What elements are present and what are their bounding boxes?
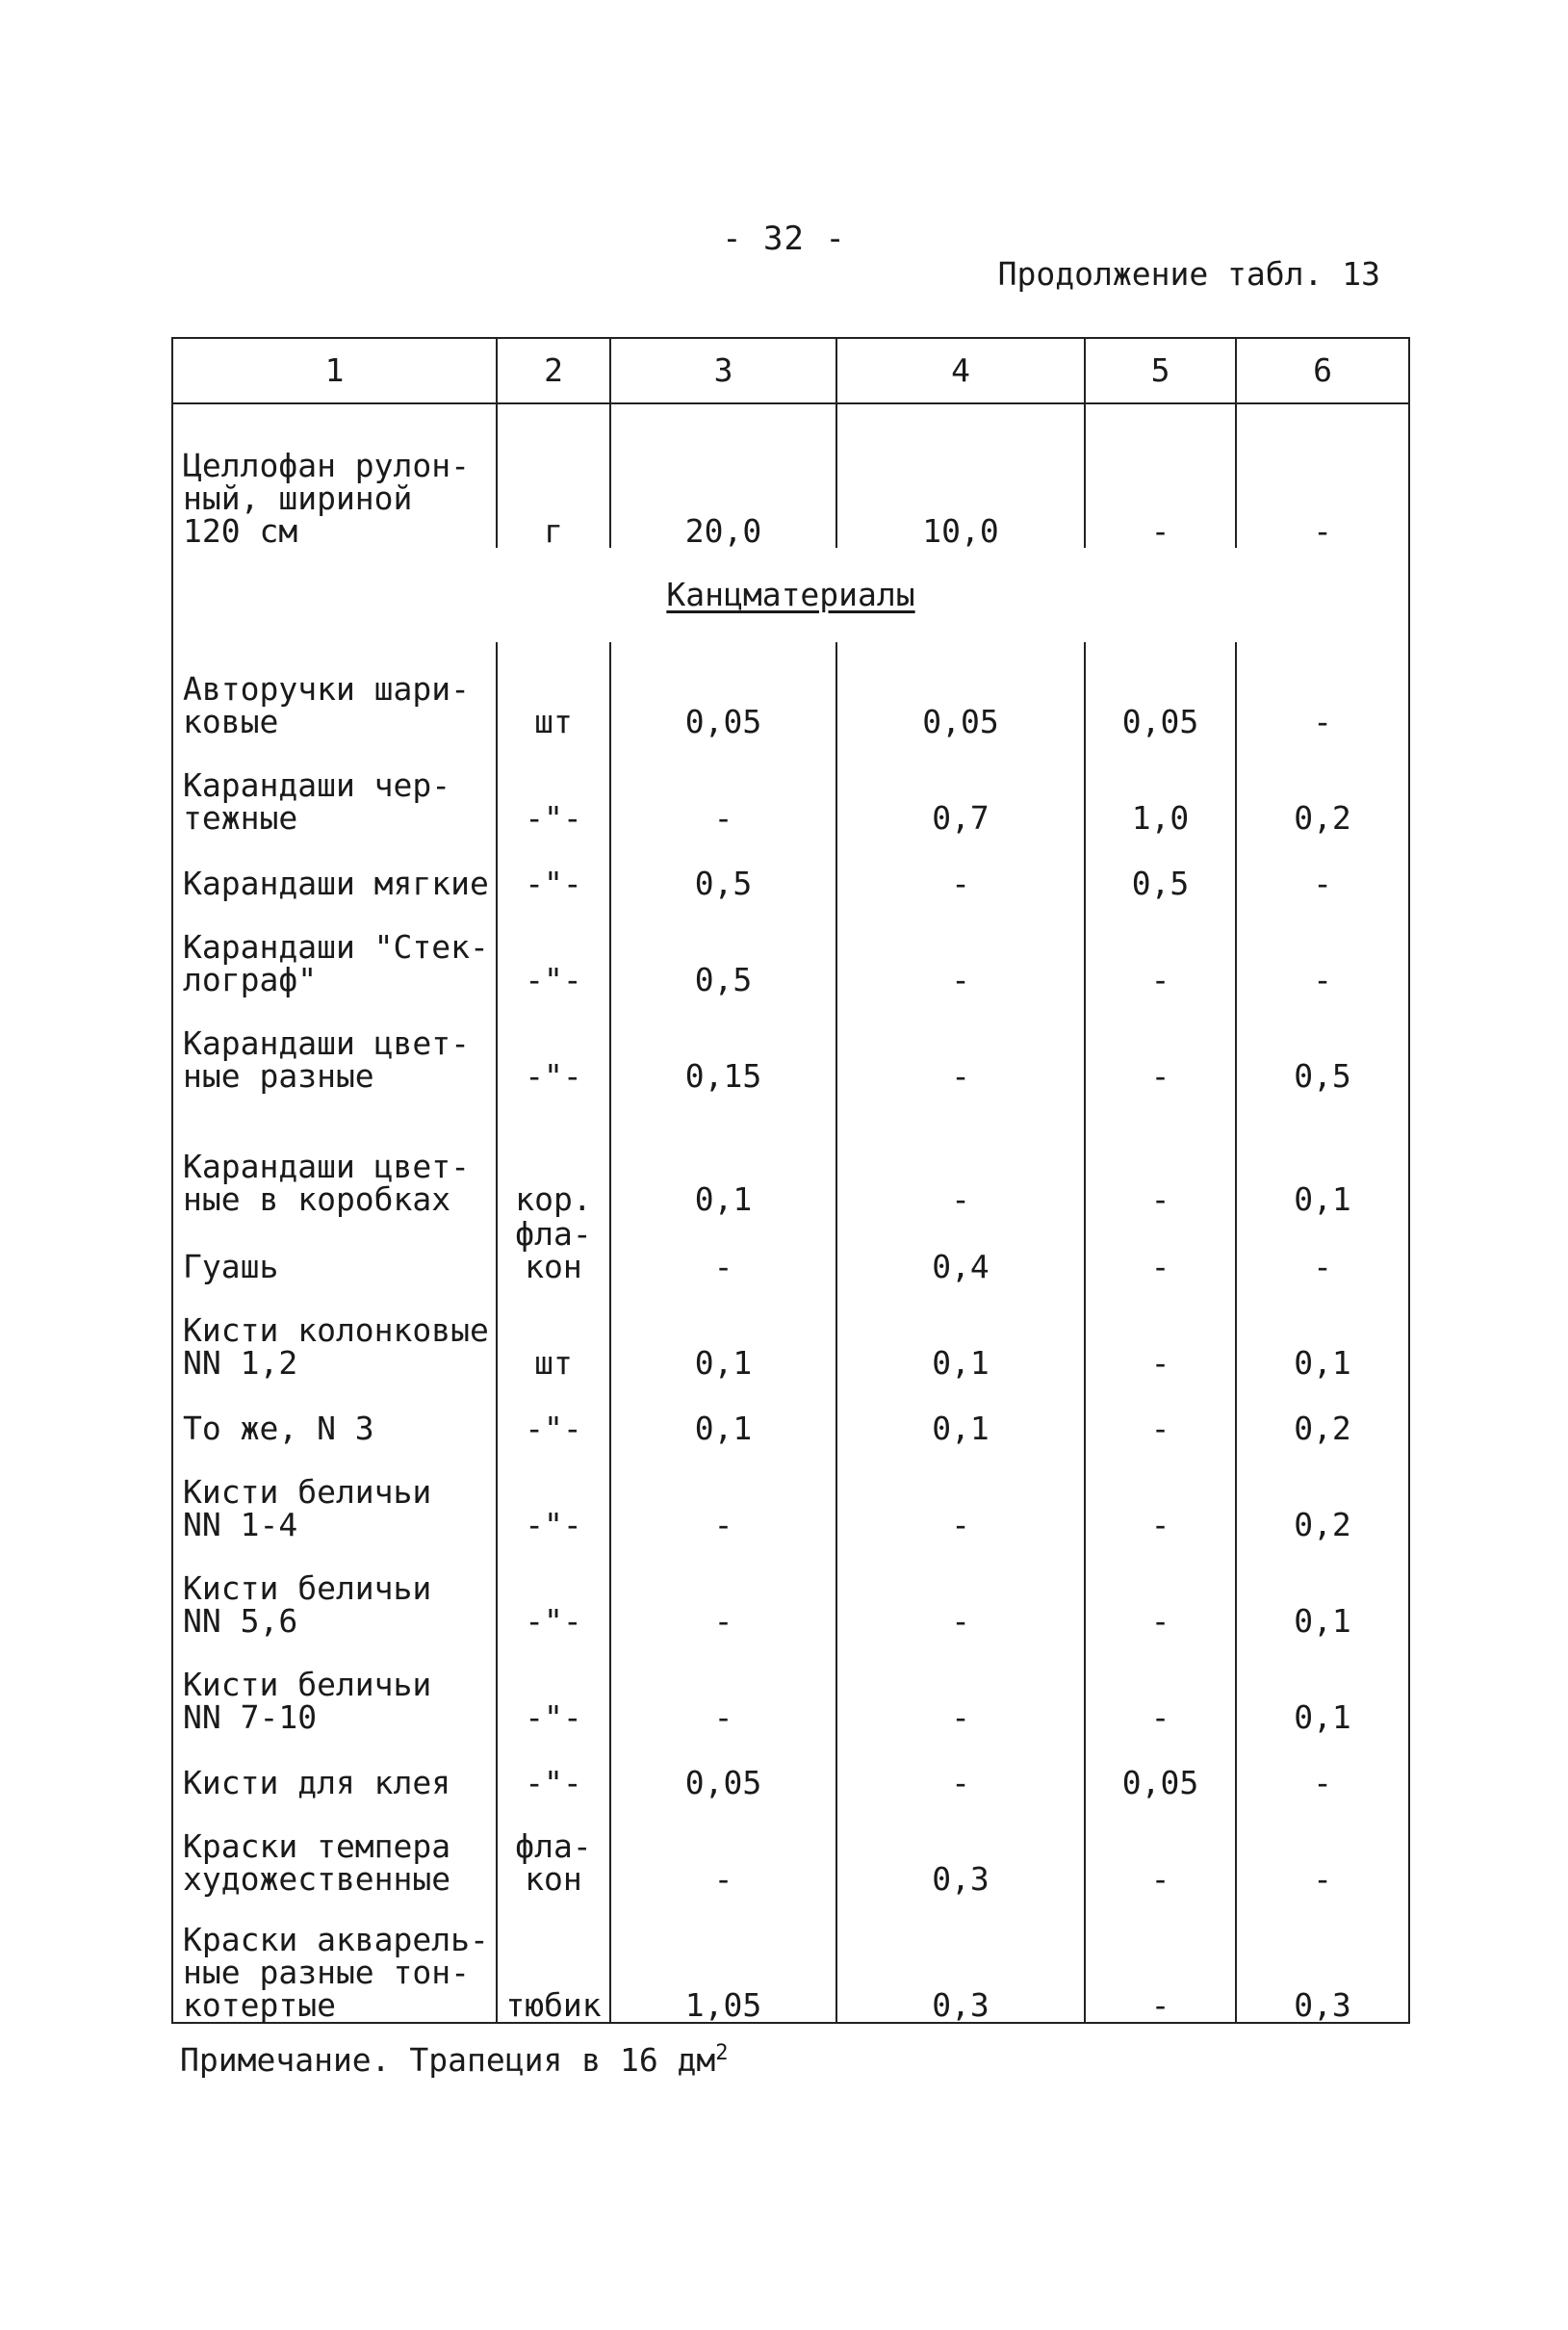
value-col6-cell: - [1236, 835, 1409, 900]
table-row [172, 1380, 1409, 1445]
note-superscript: 2 [715, 2041, 729, 2065]
value-col5-cell: - [1085, 1638, 1236, 1734]
value-col6-cell: 0,2 [1236, 1445, 1409, 1541]
value-col3-cell: - [610, 1799, 836, 1896]
value-col4-cell: - [836, 900, 1085, 997]
column-header: 1 [172, 338, 497, 403]
unit-cell: г [497, 403, 610, 548]
table-row [172, 997, 1409, 1093]
section-row [172, 548, 1409, 642]
table-row [172, 1445, 1409, 1541]
value-col4-cell: 0,1 [836, 1283, 1085, 1380]
value-col6-cell: 0,2 [1236, 1380, 1409, 1445]
value-col6-cell: 0,5 [1236, 997, 1409, 1093]
value-col5-cell: 1,0 [1085, 738, 1236, 835]
unit-cell: -"- [497, 1445, 610, 1541]
value-col6-cell: - [1236, 642, 1409, 738]
value-col5-cell: - [1085, 403, 1236, 548]
value-col3-cell: 0,1 [610, 1380, 836, 1445]
value-col4-cell: 10,0 [836, 403, 1085, 548]
table-row [172, 738, 1409, 835]
item-name-cell: Кисти колонковые NN 1,2 [172, 1283, 497, 1380]
value-col4-cell: 0,3 [836, 1799, 1085, 1896]
value-col5-cell: - [1085, 1896, 1236, 2023]
table-row [172, 1896, 1409, 2023]
item-name-cell: То же, N 3 [172, 1380, 497, 1445]
value-col5-cell: 0,05 [1085, 642, 1236, 738]
value-col6-cell: - [1236, 1734, 1409, 1799]
value-col4-cell: 0,05 [836, 642, 1085, 738]
value-col3-cell: - [610, 1216, 836, 1283]
unit-cell: фла- кон [497, 1216, 610, 1283]
value-col6-cell: 0,2 [1236, 738, 1409, 835]
value-col6-cell: 0,1 [1236, 1283, 1409, 1380]
page-number: - 32 - [722, 220, 846, 258]
value-col6-cell: - [1236, 1216, 1409, 1283]
header-row [172, 338, 1409, 403]
table-row [172, 1283, 1409, 1380]
value-col6-cell: 0,3 [1236, 1896, 1409, 2023]
value-col3-cell: 0,1 [610, 1283, 836, 1380]
table-row [172, 1638, 1409, 1734]
section-header [172, 548, 1409, 642]
unit-cell: -"- [497, 835, 610, 900]
unit-cell: шт [497, 1283, 610, 1380]
value-col6-cell: 0,1 [1236, 1638, 1409, 1734]
table-row [172, 403, 1409, 548]
section-cell [172, 548, 1409, 642]
item-name-cell: Целлофан рулон- ный, шириной 120 см [172, 403, 497, 548]
value-col6-cell: 0,1 [1236, 1093, 1409, 1216]
unit-cell: -"- [497, 738, 610, 835]
value-col6-cell: - [1236, 900, 1409, 997]
section-title: Канцматериалы [666, 576, 915, 613]
unit-cell: -"- [497, 997, 610, 1093]
value-col5-cell: - [1085, 1380, 1236, 1445]
value-col4-cell: - [836, 997, 1085, 1093]
value-col5-cell: - [1085, 900, 1236, 997]
table-row [172, 1093, 1409, 1216]
value-col5-cell: - [1085, 997, 1236, 1093]
item-name-cell: Авторучки шари- ковые [172, 642, 497, 738]
value-col3-cell: - [610, 738, 836, 835]
column-header: 2 [497, 338, 610, 403]
value-col3-cell: - [610, 1541, 836, 1638]
unit-cell: -"- [497, 1380, 610, 1445]
note [180, 2041, 729, 2079]
column-header: 3 [610, 338, 836, 403]
value-col5-cell: - [1085, 1093, 1236, 1216]
value-col5-cell: 0,05 [1085, 1734, 1236, 1799]
materials-table [171, 337, 1410, 2024]
value-col5-cell: - [1085, 1216, 1236, 1283]
item-name-cell: Кисти беличьи NN 1-4 [172, 1445, 497, 1541]
value-col5-cell: - [1085, 1283, 1236, 1380]
value-col5-cell: - [1085, 1541, 1236, 1638]
value-col4-cell: 0,7 [836, 738, 1085, 835]
unit-cell: тюбик [497, 1896, 610, 2023]
item-name-cell: Карандаши цвет- ные разные [172, 997, 497, 1093]
value-col5-cell: - [1085, 1799, 1236, 1896]
item-name-cell: Кисти для клея [172, 1734, 497, 1799]
value-col4-cell: - [836, 1734, 1085, 1799]
value-col4-cell: 0,1 [836, 1380, 1085, 1445]
value-col3-cell: 1,05 [610, 1896, 836, 2023]
value-col4-cell: 0,3 [836, 1896, 1085, 2023]
table-row [172, 1799, 1409, 1896]
unit-cell: кор. [497, 1093, 610, 1216]
value-col4-cell: - [836, 1445, 1085, 1541]
value-col3-cell: 0,5 [610, 835, 836, 900]
value-col4-cell: - [836, 835, 1085, 900]
column-header: 6 [1236, 338, 1409, 403]
value-col3-cell: 0,15 [610, 997, 836, 1093]
item-name-cell: Кисти беличьи NN 7-10 [172, 1638, 497, 1734]
table-continuation-label: Продолжение табл. 13 [997, 255, 1380, 293]
table-row [172, 642, 1409, 738]
item-name-cell: Карандаши чер- тежные [172, 738, 497, 835]
table-row [172, 835, 1409, 900]
value-col6-cell: - [1236, 1799, 1409, 1896]
item-name-cell: Гуашь [172, 1216, 497, 1283]
item-name-cell: Краски акварель- ные разные тон- котертые [172, 1896, 497, 2023]
value-col4-cell: - [836, 1638, 1085, 1734]
value-col6-cell: - [1236, 403, 1409, 548]
item-name-cell: Кисти беличьи NN 5,6 [172, 1541, 497, 1638]
value-col3-cell: 0,5 [610, 900, 836, 997]
table-body-main [172, 642, 1409, 2023]
value-col4-cell: - [836, 1093, 1085, 1216]
value-col3-cell: 0,05 [610, 642, 836, 738]
value-col5-cell: - [1085, 1445, 1236, 1541]
unit-cell: -"- [497, 1541, 610, 1638]
value-col3-cell: 20,0 [610, 403, 836, 548]
table-row [172, 1216, 1409, 1283]
unit-cell: -"- [497, 900, 610, 997]
value-col5-cell: 0,5 [1085, 835, 1236, 900]
unit-cell: -"- [497, 1638, 610, 1734]
table-body-first [172, 403, 1409, 548]
value-col3-cell: 0,1 [610, 1093, 836, 1216]
note-text: Примечание. Трапеция в 16 дм [180, 2041, 716, 2079]
item-name-cell: Карандаши мягкие [172, 835, 497, 900]
value-col3-cell: 0,05 [610, 1734, 836, 1799]
value-col6-cell: 0,1 [1236, 1541, 1409, 1638]
item-name-cell: Карандаши "Стек- лограф" [172, 900, 497, 997]
value-col3-cell: - [610, 1445, 836, 1541]
item-name-cell: Краски темпера художественные [172, 1799, 497, 1896]
unit-cell: -"- [497, 1734, 610, 1799]
unit-cell: шт [497, 642, 610, 738]
table-row [172, 1734, 1409, 1799]
value-col3-cell: - [610, 1638, 836, 1734]
value-col4-cell: 0,4 [836, 1216, 1085, 1283]
unit-cell: фла- кон [497, 1799, 610, 1896]
value-col4-cell: - [836, 1541, 1085, 1638]
item-name-cell: Карандаши цвет- ные в коробках [172, 1093, 497, 1216]
column-header: 5 [1085, 338, 1236, 403]
table-row [172, 1541, 1409, 1638]
table-row [172, 900, 1409, 997]
column-header: 4 [836, 338, 1085, 403]
